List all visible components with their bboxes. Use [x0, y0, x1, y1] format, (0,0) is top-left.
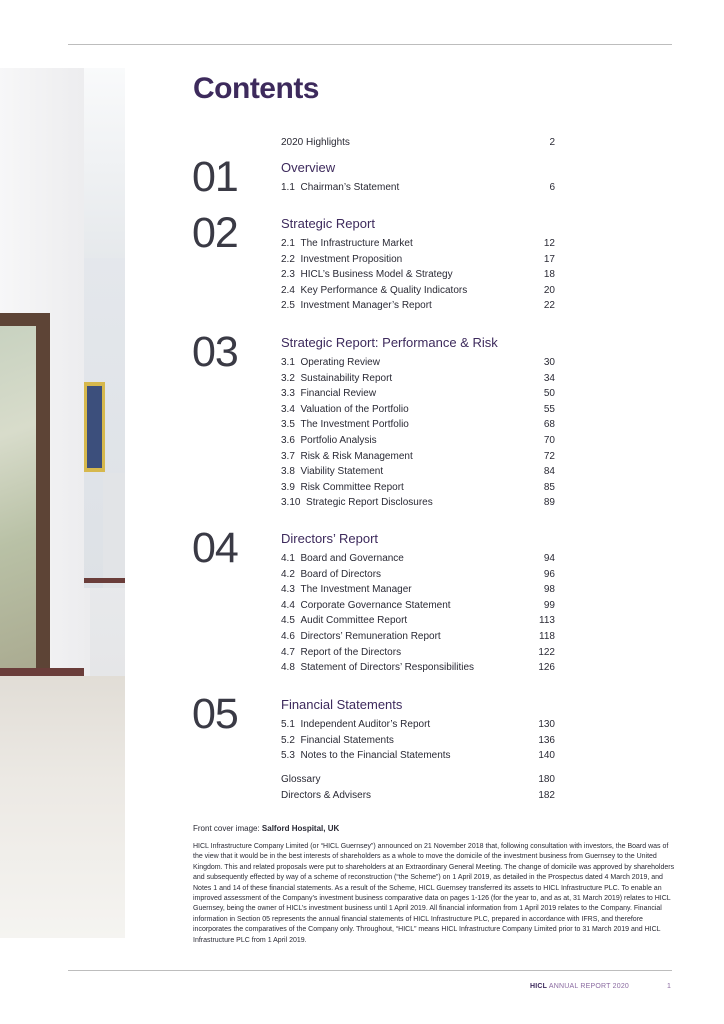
toc-entry-label: Directors’ Remuneration Report [300, 631, 441, 642]
toc-entry-number: 4.5 [281, 615, 295, 627]
toc-entry[interactable] [281, 268, 555, 281]
toc-entry-page: 94 [543, 553, 555, 564]
toc-entry-label: Sustainability Report [300, 372, 393, 384]
toc-entry[interactable] [281, 387, 555, 400]
top-divider [68, 44, 672, 45]
toc-entry[interactable] [281, 630, 555, 643]
toc-entry[interactable] [281, 661, 555, 674]
toc-entry-label: Glossary [281, 774, 321, 785]
toc-entry-page: 6 [549, 182, 555, 193]
toc-entry-label: Operating Review [300, 357, 380, 368]
toc-entry-page: 50 [543, 388, 555, 400]
toc-entry-number: 3.3 [281, 388, 295, 400]
section-title[interactable]: Financial Statements [281, 697, 403, 712]
toc-entry[interactable] [281, 646, 555, 659]
toc-entry[interactable] [281, 789, 555, 802]
toc-entry-page: 126 [538, 662, 555, 674]
toc-entry-label: Board of Directors [300, 568, 382, 580]
footnote: HICL Infrastructure Company Limited (or “HICL Guernsey”) announced on 21 November 2018 that, following consultation with investors, the Board was of the view that it would be in the best interests of shareholders as a whole to move the domicile of the investment business from Guernsey to the United Kingdom. This and related proposals were put to shareholders at an Extraordinary General Meeting. The change of domicile was approved by shareholders and subsequently effected by way of a scheme of reconstruction (“the Scheme”) on 1 April 2019, as detailed in the Prospectus dated 4 March 2019, and Notes 1 and 14 of these financial statements. As a result of the Scheme, HICL Guernsey transferred its assets to HICL Infrastructure PLC. To enable an improved assessment of the Company’s investment business comparative data on pages 1-126 (for the year to, and as at, 31 March 2019) relates to HICL Guernsey, being the owner of HICL’s investment business until 1 April 2019. All financial information from 1 April 2019 relates to the Company. Financial information in Section 05 represents the annual financial statements of HICL Infrastructure PLC, prepared in accordance with IFRS, and therefore incorporates the comparatives of the Company only. Throughout, “HICL” means HICL Infrastructure Company Limited prior to 31 March 2019 and HICL Infrastructure PLC from 1 April 2019. [193, 843, 675, 944]
toc-entry-label: The Infrastructure Market [300, 238, 413, 249]
toc-entry-number: 1.1 [281, 182, 295, 193]
footer-report: ANNUAL REPORT 2020 [548, 983, 630, 990]
toc-entry-label: Board and Governance [300, 553, 404, 564]
section-title[interactable]: Directors’ Report [281, 531, 379, 546]
toc-entry-page: 122 [538, 646, 555, 658]
section-number: 03 [192, 328, 238, 376]
cover-credit-prefix: Front cover image: [193, 824, 262, 833]
toc-entry-label: Investment Manager’s Report [300, 300, 432, 312]
section-number: 05 [192, 690, 238, 738]
toc-entry-page: 118 [539, 631, 555, 642]
toc-entry-number: 3.10 [281, 497, 301, 509]
toc-entry[interactable] [281, 253, 555, 266]
toc-entry-label: Statement of Directors’ Responsibilities [300, 662, 475, 674]
toc-entry-page: 70 [543, 435, 555, 446]
toc-entry-number: 5.1 [281, 719, 295, 730]
toc-entry[interactable] [281, 718, 555, 731]
section-title[interactable]: Overview [281, 160, 336, 175]
toc-entry[interactable] [281, 299, 555, 312]
toc-entry-number: 2.4 [281, 284, 295, 296]
toc-entry-page: 68 [543, 419, 555, 431]
page-number: 1 [667, 983, 671, 990]
toc-entry-label: Investment Proposition [300, 253, 403, 265]
toc-entry-label: Risk & Risk Management [300, 450, 413, 462]
toc-entry-number: 4.3 [281, 584, 295, 596]
footer [530, 983, 629, 990]
toc-entry-number: 3.1 [281, 357, 295, 368]
toc-entry-page: 34 [543, 372, 555, 384]
toc-entry-number: 4.7 [281, 646, 295, 658]
toc-entry-label: Audit Committee Report [300, 615, 408, 627]
toc-entry-label: 2020 Highlights [281, 137, 350, 148]
toc-entry-number: 5.3 [281, 750, 295, 762]
toc-entry-page: 180 [538, 774, 555, 785]
toc-entry-number: 3.6 [281, 435, 295, 446]
toc-entry-number: 2.2 [281, 253, 295, 265]
toc-entry-page: 99 [543, 599, 555, 611]
toc-entry-label: Financial Review [300, 388, 377, 400]
section-number: 04 [192, 524, 238, 572]
toc-entry-label: Financial Statements [300, 734, 394, 746]
toc-entry-page: 72 [543, 450, 555, 462]
toc-entry-page: 20 [543, 284, 555, 296]
toc-entry[interactable] [281, 496, 555, 509]
toc-entry[interactable] [281, 552, 555, 565]
toc-entry-page: 30 [543, 357, 555, 368]
toc-entry-number: 3.8 [281, 466, 295, 478]
toc-entry[interactable] [281, 734, 555, 747]
cover-credit-name: Salford Hospital, UK [261, 824, 340, 833]
toc-entry[interactable] [281, 583, 555, 596]
toc-entry-page: 18 [543, 269, 555, 281]
toc-entry-number: 4.6 [281, 631, 295, 642]
toc-entry-number: 3.4 [281, 403, 295, 415]
toc-entry[interactable] [281, 614, 555, 627]
toc-entry-label: Valuation of the Portfolio [300, 403, 409, 415]
toc-entry[interactable] [281, 568, 555, 581]
toc-entry-number: 4.4 [281, 599, 295, 611]
toc-entry-label: Chairman’s Statement [300, 182, 400, 193]
cover-credit [193, 824, 339, 833]
toc-entry-page: 89 [543, 497, 555, 509]
toc-entry-label: Independent Auditor’s Report [300, 719, 431, 730]
toc-entry[interactable] [281, 136, 555, 149]
toc-entry[interactable] [281, 749, 555, 762]
toc-entry-label: The Investment Portfolio [300, 419, 409, 431]
toc-entry-number: 3.5 [281, 419, 295, 431]
toc-entry-number: 5.2 [281, 734, 295, 746]
toc-entry-page: 136 [538, 734, 555, 746]
section-number: 01 [192, 153, 238, 201]
section-number: 02 [192, 209, 238, 257]
toc-entry-page: 84 [543, 466, 555, 478]
toc-entry-number: 2.5 [281, 300, 295, 312]
toc-entry-label: Notes to the Financial Statements [300, 750, 451, 762]
toc-entry-label: Key Performance & Quality Indicators [300, 284, 468, 296]
toc-entry-label: Report of the Directors [300, 646, 402, 658]
toc-entry-page: 2 [549, 137, 555, 148]
toc-entry-page: 22 [543, 300, 555, 312]
toc-entry[interactable] [281, 237, 555, 250]
toc-entry[interactable] [281, 181, 555, 194]
toc-entry[interactable] [281, 465, 555, 478]
toc-entry[interactable] [281, 773, 555, 786]
toc-entry-number: 3.9 [281, 481, 295, 493]
toc-entry-number: 4.8 [281, 662, 295, 674]
toc-entry-number: 2.3 [281, 269, 295, 281]
page-title: Contents [193, 72, 319, 105]
toc-entry[interactable] [281, 418, 555, 431]
toc-entry-label: Portfolio Analysis [300, 435, 377, 446]
toc-entry-number: 4.2 [281, 568, 295, 580]
toc-entry-page: 17 [543, 253, 555, 265]
toc-entry[interactable] [281, 450, 555, 463]
toc-entry-label: HICL’s Business Model & Strategy [300, 269, 453, 281]
toc-entry-page: 130 [538, 719, 555, 730]
toc-entry-label: Risk Committee Report [300, 481, 404, 493]
toc-entry-page: 113 [539, 615, 555, 627]
toc-entry[interactable] [281, 481, 555, 494]
toc-entry-label: Strategic Report Disclosures [306, 497, 433, 509]
toc-entry-page: 96 [543, 568, 555, 580]
toc-entry[interactable] [281, 403, 555, 416]
toc-entry-label: Directors & Advisers [281, 790, 372, 801]
toc-entry-label: Corporate Governance Statement [300, 599, 451, 611]
toc-entry[interactable] [281, 284, 555, 297]
toc-entry-number: 3.7 [281, 450, 295, 462]
toc-entry-page: 140 [538, 750, 555, 762]
toc-entry-page: 182 [538, 790, 555, 801]
section-title[interactable]: Strategic Report: Performance & Risk [281, 335, 498, 350]
toc-entry-page: 12 [543, 238, 555, 249]
toc-entry[interactable] [281, 356, 555, 369]
toc-entry[interactable] [281, 372, 555, 385]
bottom-divider [68, 970, 672, 971]
toc-entry-label: The Investment Manager [300, 584, 412, 596]
toc-entry-number: 2.1 [281, 238, 295, 249]
toc-entry[interactable] [281, 434, 555, 447]
cover-photo [0, 68, 125, 938]
toc-entry-page: 85 [543, 481, 555, 493]
footer-brand: HICL [530, 983, 548, 990]
toc-entry-number: 3.2 [281, 372, 295, 384]
toc-entry[interactable] [281, 599, 555, 612]
toc-entry-number: 4.1 [281, 553, 295, 564]
toc-entry-page: 98 [543, 584, 555, 596]
section-title[interactable]: Strategic Report [281, 216, 375, 231]
toc-entry-page: 55 [543, 403, 555, 415]
toc-entry-label: Viability Statement [300, 466, 384, 478]
